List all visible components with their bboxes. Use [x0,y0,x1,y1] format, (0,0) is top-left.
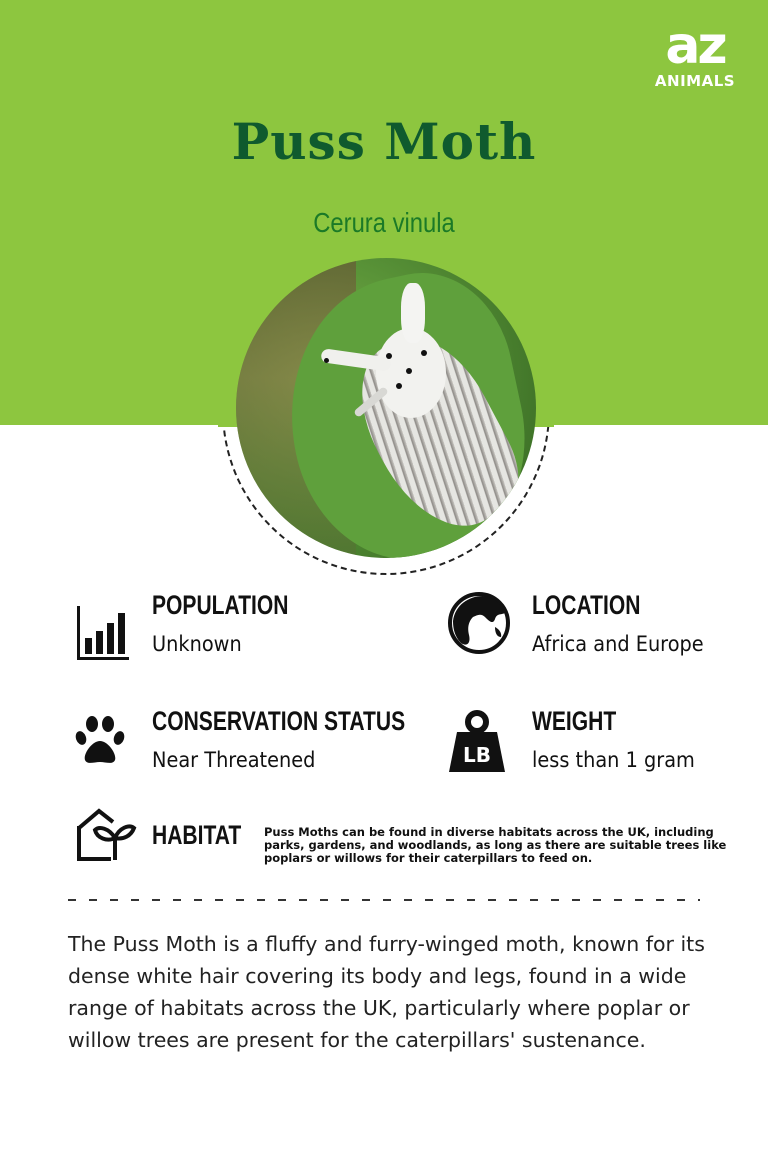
dashed-divider [68,899,700,901]
bar-chart-icon [75,604,131,662]
globe-icon [447,591,511,655]
location-value: Africa and Europe [532,632,704,656]
weight-lb-icon [447,710,507,774]
moth-spot [421,350,427,356]
logo-mark: az [665,16,725,76]
house-sprout-icon [75,808,137,862]
conservation-status-label: CONSERVATION STATUS [152,706,406,736]
animal-description: The Puss Moth is a fluffy and furry-winged moth, known for its dense white hair covering its body and legs, found in a wide range of habitats across the UK, particularly where poplar or willow trees are present for the caterpillars' sustenance. [68,932,705,1052]
habitat-description: Puss Moths can be found in diverse habitats across the UK, including parks, gardens, and woodlands, as long as there are suitable trees like poplars or willows for their caterpillars to feed on. [264,825,727,865]
fact-conservation-status [75,706,435,782]
moth-spot [324,358,329,363]
population-value: Unknown [152,632,242,656]
paw-icon [75,714,125,766]
location-label: LOCATION [532,590,641,620]
animal-name-title: Puss Moth [231,112,537,171]
population-label: POPULATION [152,590,289,620]
moth-spot [396,383,402,389]
weight-label: WEIGHT [532,706,617,736]
moth-spot [386,353,392,359]
weight-value: less than 1 gram [532,748,695,772]
az-animals-logo[interactable] [645,16,745,90]
moth-spot [406,368,412,374]
svg-text:LB: LB [463,743,491,767]
moth-head [401,283,425,343]
habitat-label: HABITAT [152,820,242,850]
fact-weight [447,706,747,782]
moth-photo [236,258,536,558]
logo-text: ANIMALS [654,72,736,90]
fact-location [447,590,747,666]
fact-population [75,590,415,666]
conservation-status-value: Near Threatened [152,748,316,772]
scientific-name: Cerura vinula [313,207,455,238]
